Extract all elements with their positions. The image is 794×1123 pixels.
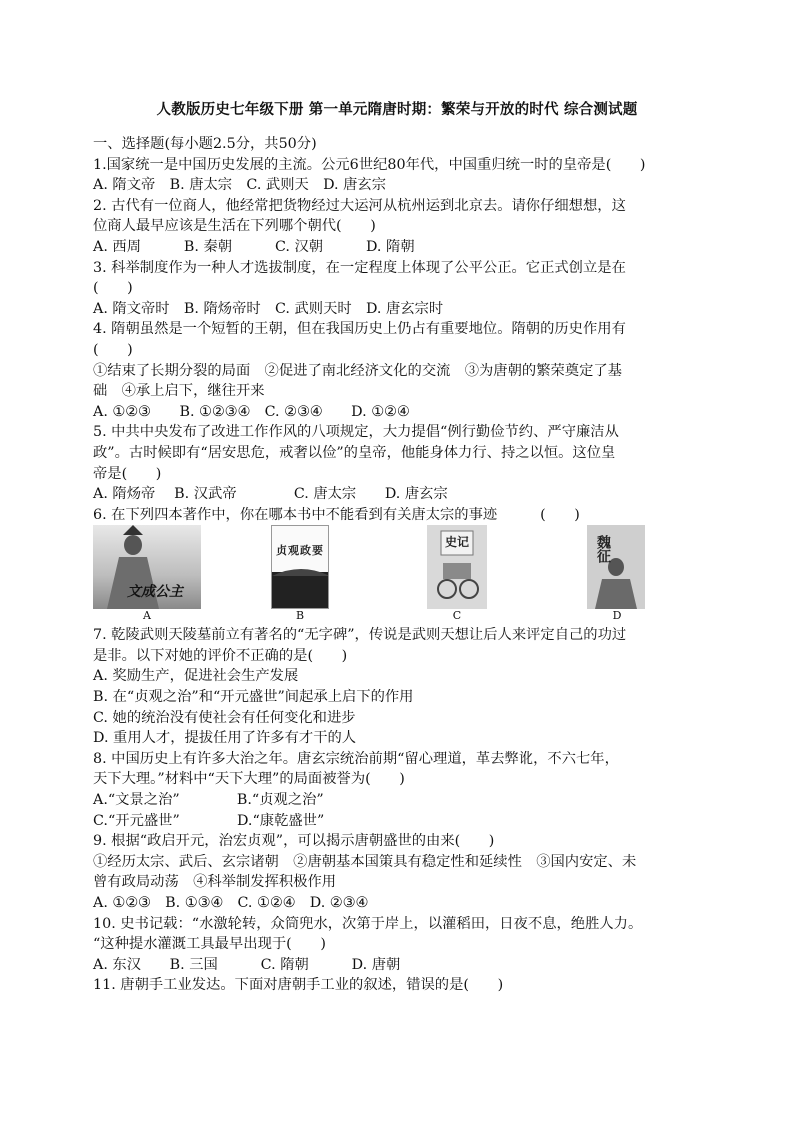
text-line: B. 在“贞观之治”和“开元盛世”间起承上启下的作用 xyxy=(93,689,414,706)
image-a-label: 文成公主 xyxy=(127,584,183,601)
text-line: 天下大理。”材料中“天下大理”的局面被誉为( ) xyxy=(93,771,405,788)
text-line: C. 她的统治没有使社会有任何变化和进步 xyxy=(93,709,356,726)
section-heading: 一、选择题(每小题2.5分，共50分) xyxy=(93,136,317,152)
text-line: A. 隋文帝 B. 唐太宗 C. 武则天 D. 唐玄宗 xyxy=(93,177,387,194)
text-line: 是非。以下对她的评价不正确的是( ) xyxy=(93,647,348,664)
text-line: 9. 根据“政启开元，治宏贞观”，可以揭示唐朝盛世的由来( ) xyxy=(93,833,495,850)
text-line: A. 隋炀帝 B. 汉武帝 C. 唐太宗 D. 唐玄宗 xyxy=(93,486,448,503)
caption-a: A xyxy=(143,609,151,623)
question-body xyxy=(93,134,713,996)
image-c xyxy=(427,525,487,609)
caption-b: B xyxy=(295,609,305,623)
text-line: A. 东汉 B. 三国 C. 隋朝 D. 唐朝 xyxy=(93,956,401,973)
text-line: 6. 在下列四本著作中，你在哪本书中不能看到有关唐太宗的事迹 ( ) xyxy=(93,506,580,523)
text-line: 4. 隋朝虽然是一个短暂的王朝，但在我国历史上仍占有重要地位。隋朝的历史作用有 xyxy=(93,321,626,338)
text-line: 8. 中国历史上有许多大治之年。唐玄宗统治前期“留心理道，革去弊讹，不六七年， xyxy=(93,750,619,767)
text-line: A. 奖励生产，促进社会生产发展 xyxy=(93,668,299,685)
text-line: ( ) xyxy=(93,280,133,297)
text-line: 础 ④承上启下，继往开来 xyxy=(93,383,265,400)
caption-c: C xyxy=(452,609,462,623)
text-line: ( ) xyxy=(93,341,133,358)
text-line: “这种提水灌溉工具最早出现于( ) xyxy=(93,936,326,953)
text-line: A. ①②③ B. ①③④ C. ①②④ D. ②③④ xyxy=(93,895,369,911)
text-line: A. ①②③ B. ①②③④ C. ②③④ D. ①②④ xyxy=(93,403,410,420)
text-line: 曾有政局动荡 ④科举制发挥积极作用 xyxy=(93,874,337,891)
text-line: 2. 古代有一位商人，他经常把货物经过大运河从杭州运到北京去。请你仔细想想，这 xyxy=(93,197,626,214)
image-d-label: 魏征 xyxy=(595,535,611,564)
caption-d: D xyxy=(612,609,622,623)
page-title: 人教版历史七年级下册 第一单元隋唐时期：繁荣与开放的时代 综合测试题 xyxy=(156,101,638,118)
book-images xyxy=(93,525,713,625)
image-b-label: 贞观政要 xyxy=(276,544,324,558)
book-cover-icon xyxy=(272,526,329,609)
text-line: 10. 史书记载：“水激轮转，众筒兜水，次第于岸上，以灌稻田，日夜不息，绝胜人力。 xyxy=(93,915,643,932)
text-line: ①结束了长期分裂的局面 ②促进了南北经济文化的交流 ③为唐朝的繁荣奠定了基 xyxy=(93,362,622,379)
text-line: 位商人最早应该是生活在下列哪个朝代( ) xyxy=(93,218,376,235)
image-c-label: 史记 xyxy=(445,535,470,550)
image-b xyxy=(271,525,329,609)
text-line: A. 西周 B. 秦朝 C. 汉朝 D. 隋朝 xyxy=(93,238,415,255)
text-line: ①经历太宗、武后、玄宗诸朝 ②唐朝基本国策具有稳定性和延续性 ③国内安定、未 xyxy=(93,853,637,870)
text-line: A.“文景之治” B.“贞观之治” xyxy=(93,792,324,809)
text-line: A. 隋文帝时 B. 隋炀帝时 C. 武则天时 D. 唐玄宗时 xyxy=(93,300,444,317)
text-line: 11. 唐朝手工业发达。下面对唐朝手工业的叙述，错误的是( ) xyxy=(93,977,504,994)
text-line: 政”。古时候即有“居安思危，戒奢以俭”的皇帝，他能身体力行、持之以恒。这位皇 xyxy=(93,444,616,461)
text-line: 5. 中共中央发布了改进工作作风的八项规定，大力提倡“例行勤俭节约、严守廉洁从 xyxy=(93,424,619,441)
text-line: D. 重用人才，提拔任用了许多有才干的人 xyxy=(93,730,357,747)
text-line: 3. 科举制度作为一种人才选拔制度，在一定程度上体现了公平公正。它正式创立是在 xyxy=(93,259,626,276)
image-d xyxy=(587,525,645,609)
text-line: 1.国家统一是中国历史发展的主流。公元6世纪80年代，中国重归统一时的皇帝是( ) xyxy=(93,156,646,173)
text-line: C.“开元盛世” D.“康乾盛世” xyxy=(93,812,325,829)
image-a xyxy=(93,525,201,609)
text-line: 帝是( ) xyxy=(93,465,162,482)
text-line: 7. 乾陵武则天陵墓前立有著名的“无字碑”，传说是武则天想让后人来评定自己的功过 xyxy=(93,627,627,644)
